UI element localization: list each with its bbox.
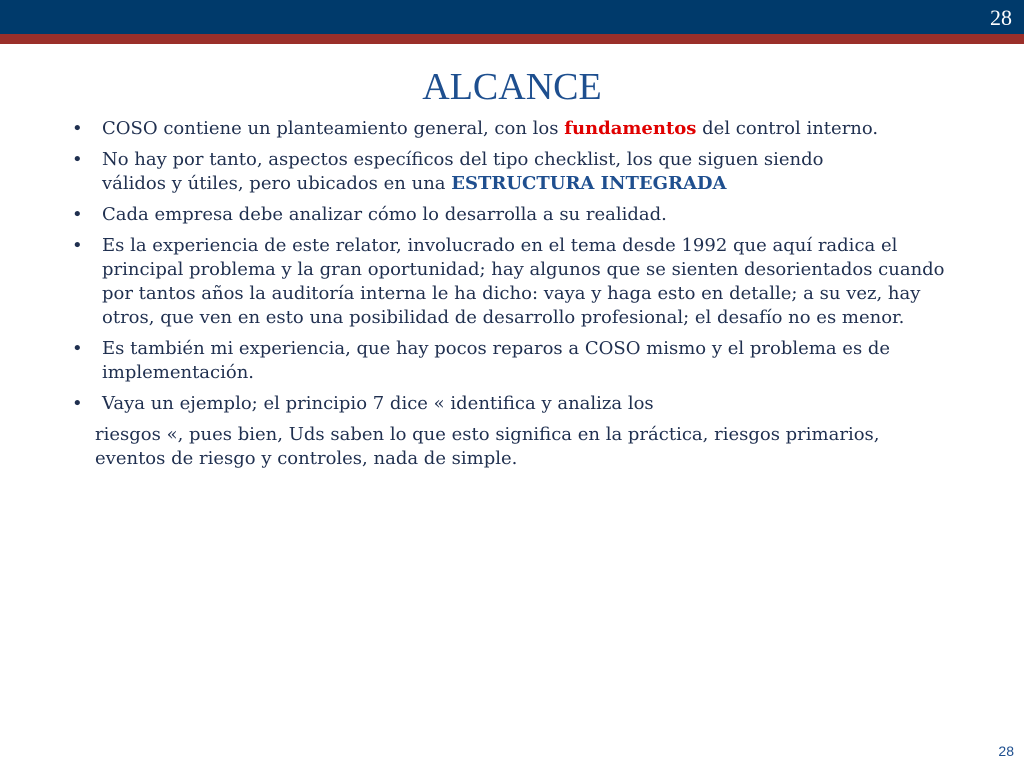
slide-title: ALCANCE: [422, 66, 602, 108]
bullet-text: Es la experiencia de este relator, involucrado en el tema desde 1992 que aquí radica el principal problema y la gran oportunidad; hay algunos que se sienten desorientados cuando por tantos años la auditoría interna le ha dicho: vaya y haga esto en detalle; a su vez, hay otros, que ven en esto una posibilidad de desarrollo profesional; el desafío no es menor.: [102, 235, 945, 328]
accent-stripe: [0, 34, 1024, 44]
bullet-item: [72, 203, 972, 227]
continuation-text: [95, 423, 972, 471]
footer-page-number: 28: [998, 743, 1014, 759]
bullet-marker: •: [72, 149, 83, 170]
bullet-marker: •: [72, 204, 83, 225]
emphasis-estructura-integrada: ESTRUCTURA INTEGRADA: [451, 173, 727, 194]
bullet-item: [72, 117, 972, 141]
bullet-item: [72, 337, 972, 385]
bullet-item: [72, 392, 972, 416]
bullet-text-segment: válidos y útiles, pero ubicados en una: [102, 173, 452, 194]
bullet-item: [72, 148, 972, 196]
bullet-line: No hay por tanto, aspectos específicos del tipo checklist, los que siguen siendo: [102, 149, 824, 170]
bullet-text: Vaya un ejemplo; el principio 7 dice « identifica y analiza los: [102, 393, 654, 414]
bullet-marker: •: [72, 118, 83, 139]
bullet-text: [102, 117, 972, 141]
bullet-text: Es también mi experiencia, que hay pocos reparos a COSO mismo y el problema es de implementación.: [102, 338, 891, 383]
bullet-line: [102, 172, 972, 196]
continuation-line: eventos de riesgo y controles, nada de simple.: [95, 448, 518, 469]
bullet-marker: •: [72, 393, 83, 414]
bullet-marker: •: [72, 235, 83, 256]
header-page-number: 28: [990, 5, 1012, 30]
top-header-band: [0, 0, 1024, 34]
bullet-text: Cada empresa debe analizar cómo lo desarrolla a su realidad.: [102, 204, 667, 225]
bullet-item: [72, 234, 972, 330]
emphasis-fundamentos: fundamentos: [564, 118, 697, 139]
bullet-text: [102, 148, 972, 196]
slide-content: [72, 117, 972, 471]
bullet-marker: •: [72, 338, 83, 359]
continuation-line: riesgos «, pues bien, Uds saben lo que esto significa en la práctica, riesgos primarios,: [95, 424, 880, 445]
bullet-text-segment: del control interno.: [696, 118, 879, 139]
bullet-text-segment: COSO contiene un planteamiento general, con los: [102, 118, 565, 139]
